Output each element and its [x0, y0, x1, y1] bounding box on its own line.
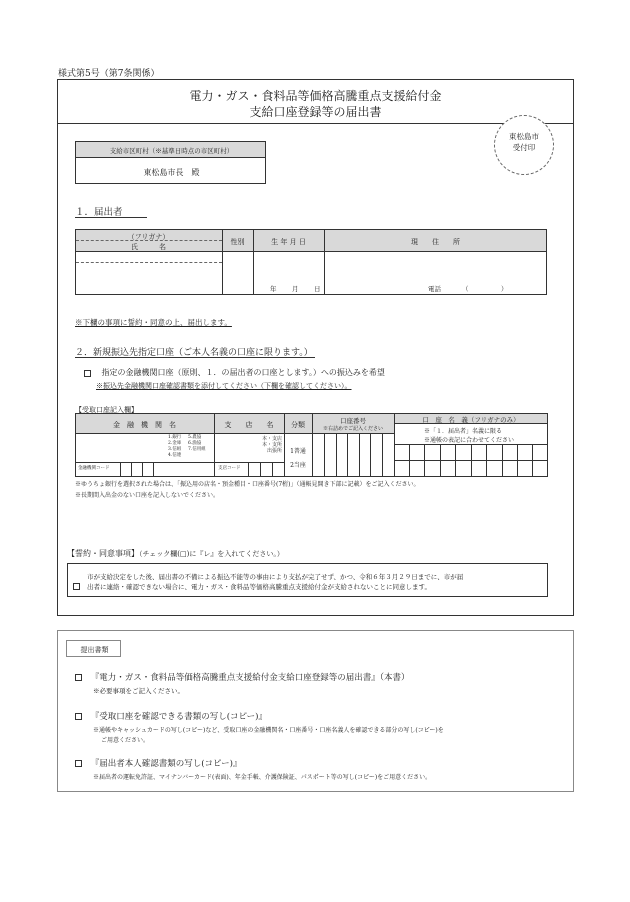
account-header-note: ※右詰めでご記入ください [322, 426, 383, 432]
branch-type-item: 本・支店 [261, 436, 282, 442]
account-header: 口座番号 [340, 417, 366, 425]
pledge-title: 【誓約・同意事項】 [67, 549, 139, 558]
bank-type-item: 3.信組 [168, 447, 182, 452]
doc-item2-note1: ※通帳やキャッシュカードの写し(コピー)など、受取口座の金融機関名・口座番号・口座名義人を確認できる部分の写し(コピー)を [93, 727, 444, 734]
doc-item2 [75, 710, 267, 722]
bank-type-item: 2.金庫 [168, 441, 182, 446]
doc-item2-checkbox[interactable] [75, 713, 82, 720]
gender-input[interactable] [223, 252, 252, 294]
birth-input[interactable] [254, 252, 323, 294]
year-label: 年 [270, 285, 277, 293]
pledge-text-line2: 出者に連絡・確認できない場合に、電力・ガス・食料品等価格高騰重点支援給付金が支給されないことに同意します。 [87, 583, 431, 591]
branch-code-label: 支店コード [218, 466, 241, 471]
doc-item3-label: 『届出者本人確認書類の写し(コピー)』 [90, 759, 242, 769]
doc-item2-label: 『受取口座を確認できる書類の写し(コピー)』 [90, 712, 267, 722]
bank-type-item: 1.銀行 [168, 435, 182, 440]
holder-note2: ※通帳の表記に合わせてください [424, 437, 515, 444]
bank-type-item: 4.信連 [168, 453, 182, 458]
phone-paren: （ ） [462, 285, 508, 293]
stamp-line1: 東松島市 [509, 132, 539, 141]
bank-name-header: 金 融 機 関 名 [113, 421, 176, 429]
bank-code-label: 金融機関コード [78, 466, 110, 471]
type-header: 分類 [291, 421, 305, 429]
bank-table-caption: 【受取口座記入欄】 [75, 406, 138, 414]
branch-code-input[interactable] [249, 463, 283, 476]
pledge-checkbox[interactable] [73, 583, 80, 590]
doc-item1-checkbox[interactable] [75, 674, 82, 681]
bank-type-list-2 [188, 435, 206, 453]
doc-item1-note: ※必要事項をご記入ください。 [93, 687, 184, 695]
bank-type-list-1 [168, 435, 181, 459]
furigana-label: （フリガナ） [127, 233, 170, 241]
furigana-input[interactable] [76, 252, 221, 261]
bank-note1: ※ゆうちょ銀行を選択された場合は、「振込用の店名・預金種目・口座番号(7桁)」（通帳見開き下部に記載）をご記入ください。 [75, 481, 420, 488]
section2-underline [75, 357, 315, 358]
municipality-value-cell[interactable] [75, 157, 266, 184]
section1-title: １．届出者 [75, 207, 123, 218]
address-label: 現 住 所 [411, 238, 460, 246]
holder-header: 口 座 名 義（フリガナのみ） [422, 416, 520, 424]
consent-note: ※下欄の事項に誓約・同意の上、届出します。 [75, 318, 232, 327]
section1-underline [75, 217, 147, 218]
type-current[interactable]: 2当座 [290, 462, 306, 469]
option-checkbox[interactable] [84, 370, 91, 377]
gender-label: 性別 [230, 238, 245, 246]
name-label: 氏 名 [131, 243, 166, 251]
form-number: 様式第5号（第7条関係） [58, 69, 160, 79]
documents-title: 提出書類 [80, 646, 109, 654]
bank-name-input[interactable] [76, 434, 166, 462]
account-holder-input[interactable] [395, 445, 547, 476]
bank-type-item: 6.漁協 [188, 441, 202, 446]
municipality-value: 東松島市長 殿 [143, 168, 200, 177]
doc-item3 [75, 757, 242, 769]
type-normal[interactable]: 1普通 [290, 448, 306, 455]
section2-title: ２．新規振込先指定口座（ご本人名義の口座に限ります。） [75, 348, 313, 358]
section2-option-row [84, 367, 385, 378]
reception-stamp [494, 115, 554, 175]
pledge-text-line1: 市が支給決定をした後、届出書の不備による振込不能等の事由により支払が完了せず、かつ、令和６年３月２９日までに、市が届 [87, 573, 464, 581]
bank-code-input[interactable] [121, 463, 164, 476]
bank-type-item: 7.信用組 [188, 447, 206, 452]
pledge-title-row [67, 548, 284, 559]
title-divider [57, 123, 574, 124]
birth-label: 生 年 月 日 [271, 238, 306, 246]
bank-note2: ※長期間入出金のない口座を記入しないでください。 [75, 492, 220, 499]
documents-title-box [66, 640, 121, 657]
branch-type-item: 出張所 [266, 448, 282, 454]
phone-label: 電話 [428, 285, 441, 293]
doc-item3-checkbox[interactable] [75, 760, 82, 767]
branch-name-input[interactable] [215, 434, 255, 462]
form-title-line1: 電力・ガス・食料品等価格高騰重点支援給付金 [189, 89, 442, 103]
pledge-checkbox-wrap [73, 576, 80, 595]
doc-item1 [75, 671, 409, 683]
pledge-subtitle: （チェック欄(□)に『レ』を入れてください。） [139, 550, 284, 558]
month-label: 月 [292, 285, 299, 293]
day-label: 日 [314, 285, 321, 293]
section2-note: ※振込先金融機関口座確認書類を添付してください（下欄を確認してください）。 [96, 382, 352, 390]
form-title-line2: 支給口座登録等の届出書 [249, 105, 382, 119]
stamp-line2: 受付印 [512, 143, 536, 152]
doc-item1-label: 『電力・ガス・食料品等価格高騰重点支援給付金支給口座登録等の届出書』（本書） [90, 673, 410, 683]
account-number-input[interactable] [313, 434, 393, 476]
municipality-header-text: 支給市区町村（※基準日時点の市区町村） [109, 147, 234, 155]
branch-type-list [255, 436, 282, 454]
doc-item2-note2: ご用意ください。 [101, 737, 150, 744]
holder-note1: ※「１．届出者」名義に限る [424, 428, 503, 435]
doc-item3-note: ※届出者の運転免許証、マイナンバーカード(表面)、年金手帳、介護保険証、パスポート等の写し(コピー)をご用意ください。 [93, 774, 432, 781]
municipality-header [75, 141, 266, 158]
branch-type-item: 本・支所 [261, 442, 282, 448]
option-label: 指定の金融機関口座（原則、１．の届出者の口座とします。）への振込みを希望 [101, 368, 385, 377]
name-input[interactable] [76, 263, 221, 294]
branch-name-header: 支 店 名 [224, 421, 274, 429]
bank-type-item: 5.農協 [188, 435, 202, 440]
